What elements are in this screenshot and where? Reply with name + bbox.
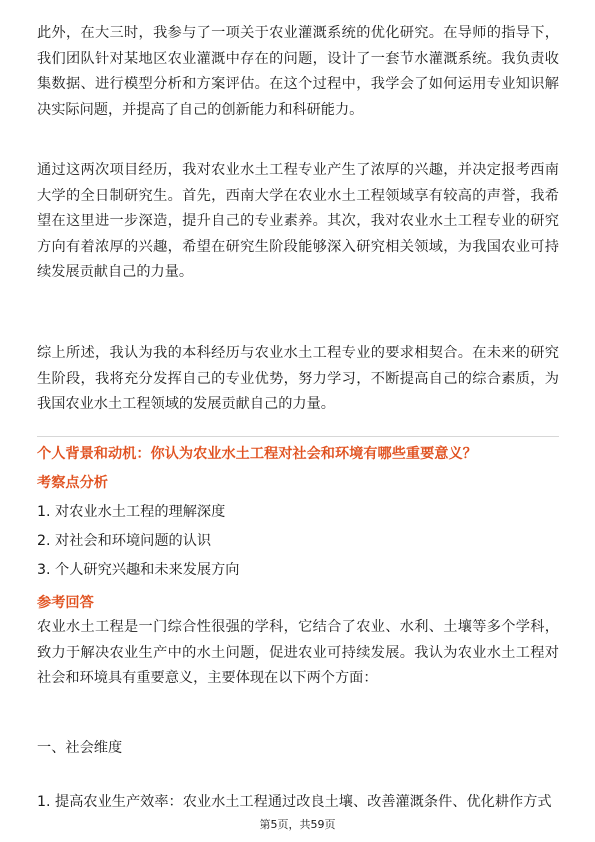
page-number-footer: 第5页，共59页 — [259, 818, 336, 831]
paragraph-project-irrigation: 此外，在大三时，我参与了一项关于农业灌溉系统的优化研究。在导师的指导下，我们团队针对某地区农业灌溉中存在的问题，设计了一套节水灌溉系统。我负责收集数据、进行模型分析和方案评估。在这个过程中，我学会了如何运用专业知识解决实际问题，并提高了自己的创新能力和科研能力。 — [37, 25, 559, 118]
section-divider — [37, 436, 559, 437]
analysis-heading: 考察点分析 — [37, 475, 108, 491]
answer-heading: 参考回答 — [37, 595, 94, 611]
question-title: 个人背景和动机：你认为农业水土工程对社会和环境有哪些重要意义？ — [37, 446, 477, 462]
answer-paragraph: 农业水土工程是一门综合性很强的学科，它结合了农业、水利、土壤等多个学科，致力于解决农业生产中的水土问题，促进农业可持续发展。我认为农业水土工程对社会和环境具有重要意义，主要体现在以下两个方面： — [37, 619, 559, 687]
section-heading-social: 一、社会维度 — [37, 740, 123, 756]
paragraph-summary: 综上所述，我认为我的本科经历与农业水土工程专业的要求相契合。在未来的研究生阶段，我将充分发挥自己的专业优势，努力学习，不断提高自己的综合素质，为我国农业水土工程领域的发展贡献自己的力量。 — [37, 345, 559, 413]
analysis-item: 1. 对农业水土工程的理解深度 — [37, 504, 226, 520]
analysis-item: 3. 个人研究兴趣和未来发展方向 — [37, 562, 240, 578]
paragraph-motivation: 通过这两次项目经历，我对农业水土工程专业产生了浓厚的兴趣，并决定报考西南大学的全日制研究生。首先，西南大学在农业水土工程领域享有较高的声誉，我希望在这里进一步深造，提升自己的专业素养。其次，我对农业水土工程专业的研究方向有着浓厚的兴趣，希望在研究生阶段能够深入研究相关领域，为我国农业可持续发展贡献自己的力量。 — [37, 162, 559, 281]
analysis-item: 2. 对社会和环境问题的认识 — [37, 533, 212, 549]
answer-point-1: 1. 提高农业生产效率：农业水土工程通过改良土壤、改善灌溉条件、优化耕作方式 — [37, 794, 552, 810]
